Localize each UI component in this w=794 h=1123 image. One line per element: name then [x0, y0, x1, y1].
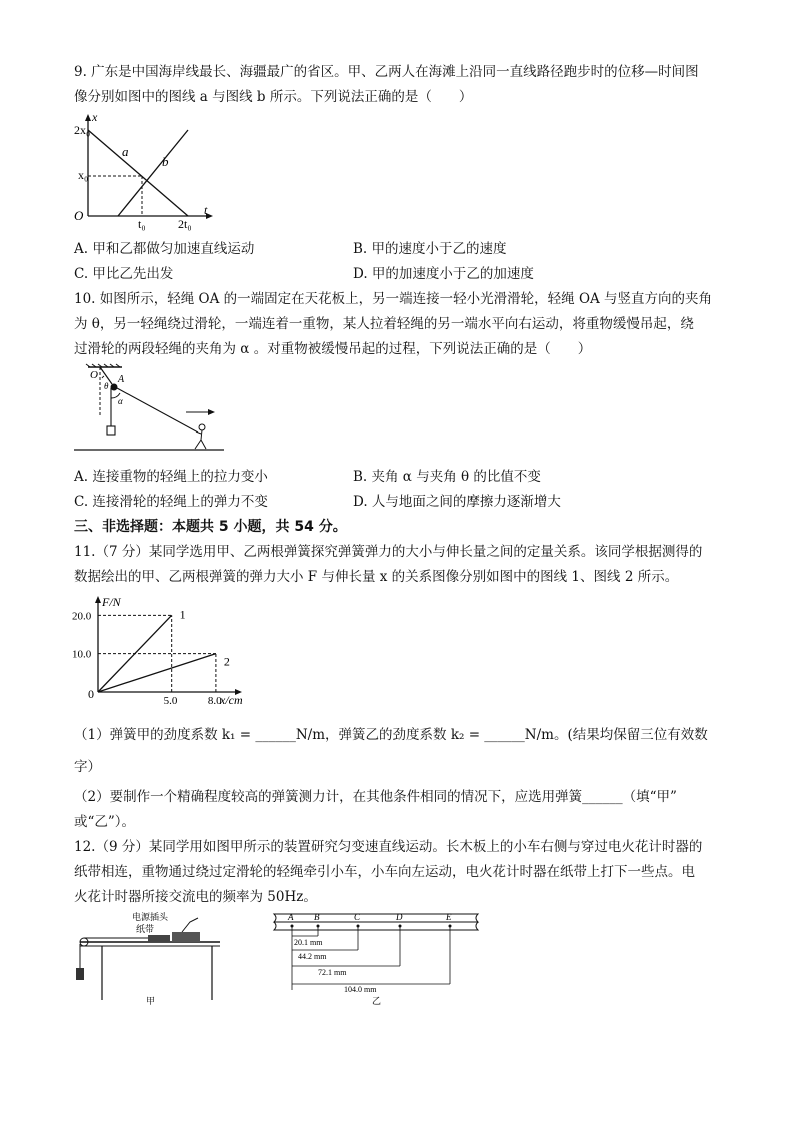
- q11-stem-line2: 数据绘出的甲、乙两根弹簧的弹力大小 F 与伸长量 x 的关系图像分别如图中的图线 1、图线 2 所示。: [74, 569, 679, 585]
- q9-option-d: D. 甲的加速度小于乙的加速度: [353, 266, 534, 282]
- q11-part1-cont: 字）: [74, 759, 101, 775]
- svg-text:t₀: t₀: [138, 217, 146, 231]
- svg-text:A: A: [118, 374, 125, 385]
- q12-stem-line2: 纸带相连，重物通过绕过定滑轮的轻绳牵引小车，小车向左运动，电火花计时器在纸带上打下一些点。电: [74, 864, 695, 880]
- svg-text:b: b: [162, 154, 169, 169]
- svg-text:电源插头: 电源插头: [132, 912, 169, 922]
- svg-text:C: C: [354, 912, 361, 922]
- chart-series-label-1: 1: [179, 607, 186, 622]
- q10-option-c: C. 连接滑轮的轻绳上的弹力不变: [74, 494, 268, 510]
- q9-option-c: C. 甲比乙先出发: [74, 266, 174, 282]
- q9-xt-graph: [70, 112, 220, 230]
- q9-stem-line1: 9. 广东是中国海岸线最长、海疆最广的省区。甲、乙两人在海滩上沿同一直线路径跑步时的位移—时间图: [74, 64, 699, 80]
- svg-text:104.0 mm: 104.0 mm: [344, 985, 377, 994]
- svg-text:α: α: [118, 396, 123, 406]
- svg-text:a: a: [122, 144, 129, 159]
- svg-text:72.1 mm: 72.1 mm: [318, 968, 347, 977]
- q11-stem-line1: 11.（7 分）某同学选用甲、乙两根弹簧探究弹簧弹力的大小与伸长量之间的定量关系。该同学根据测得的: [74, 544, 703, 560]
- svg-text:20.1 mm: 20.1 mm: [294, 938, 323, 947]
- svg-text:x: x: [92, 110, 98, 124]
- svg-text:D: D: [396, 912, 403, 922]
- svg-text:E: E: [446, 912, 452, 922]
- chart-series-label-2: 2: [223, 654, 230, 669]
- q9-stem-line2: 像分别如图中的图线 a 与图线 b 所示。下列说法正确的是（ ）: [74, 89, 473, 105]
- svg-text:B: B: [314, 912, 320, 922]
- chart-ylabel: F/N: [102, 595, 121, 609]
- chart-axes: [95, 596, 242, 695]
- svg-text:t: t: [204, 203, 208, 217]
- chart-xtick-label: 5.0: [163, 695, 178, 707]
- q12-stem-line3: 火花计时器所接交流电的频率为 50Hz。: [74, 889, 317, 905]
- chart-ytick-label: 10.0: [72, 648, 92, 661]
- q10-pulley-figure: [74, 364, 224, 456]
- section-heading: 三、非选择题：本题共 5 小题，共 54 分。: [74, 519, 347, 535]
- q10-option-d: D. 人与地面之间的摩擦力逐渐增大: [353, 494, 561, 510]
- svg-text:2t₀: 2t₀: [178, 217, 192, 231]
- q11-part2-cont: 或“乙”）。: [74, 814, 136, 830]
- q12-stem-line1: 12.（9 分）某同学用如图甲所示的装置研究匀变速直线运动。长木板上的小车右侧与穿过电火花计时器的: [74, 839, 703, 855]
- chart-ytick-label: 20.0: [72, 610, 92, 623]
- q10-option-a: A. 连接重物的轻绳上的拉力变小: [74, 469, 268, 485]
- q11-fx-chart: [70, 592, 260, 710]
- svg-text:θ: θ: [104, 381, 109, 391]
- svg-text:44.2 mm: 44.2 mm: [298, 952, 327, 961]
- chart-xlabel: x/cm: [220, 693, 243, 707]
- q12-tape-figure: [270, 912, 482, 1006]
- q10-stem-line2: 为 θ，另一轻绳绕过滑轮，一端连着一重物，某人拉着轻绳的另一端水平向右运动，将重物缓慢吊起，绕: [74, 316, 694, 332]
- chart-xtick-label: 8.0: [207, 695, 222, 707]
- q10-option-b: B. 夹角 α 与夹角 θ 的比值不变: [353, 469, 541, 485]
- svg-text:x₀: x₀: [78, 168, 89, 182]
- q12-apparatus-figure: [72, 910, 232, 1006]
- svg-text:A: A: [288, 912, 294, 922]
- svg-text:甲: 甲: [146, 996, 156, 1006]
- svg-text:乙: 乙: [372, 996, 382, 1006]
- q10-stem-line1: 10. 如图所示，轻绳 OA 的一端固定在天花板上，另一端连接一轻小光滑滑轮，轻绳 OA 与竖直方向的夹角: [74, 291, 713, 307]
- q9-option-b: B. 甲的速度小于乙的速度: [353, 241, 507, 257]
- svg-text:2x₀: 2x₀: [74, 123, 91, 137]
- q11-part1: （1）弹簧甲的劲度系数 k₁ = ______N/m，弹簧乙的劲度系数 k₂ = ______N/m。(结果均保留三位有效数: [74, 727, 708, 743]
- q11-part2: （2）要制作一个精确程度较高的弹簧测力计，在其他条件相同的情况下，应选用弹簧______（填“甲”: [74, 789, 677, 805]
- chart-origin: 0: [88, 687, 94, 701]
- q9-option-a: A. 甲和乙都做匀加速直线运动: [74, 241, 255, 257]
- svg-text:O: O: [74, 208, 84, 223]
- q10-stem-line3: 过滑轮的两段轻绳的夹角为 α 。对重物被缓慢吊起的过程，下列说法正确的是（ ）: [74, 341, 592, 357]
- svg-text:纸带: 纸带: [136, 924, 155, 934]
- svg-text:O: O: [90, 369, 98, 381]
